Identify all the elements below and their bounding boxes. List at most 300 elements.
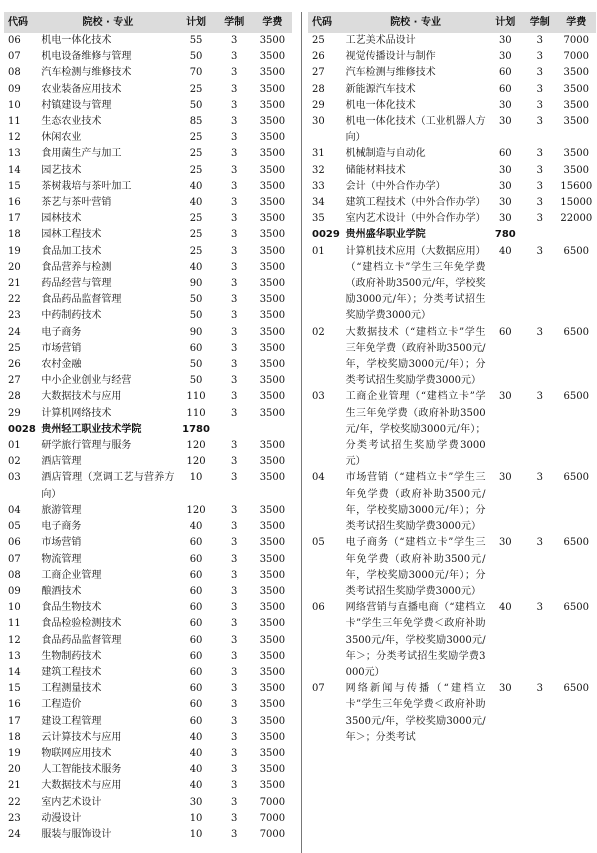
- cell-fee: 3500: [563, 67, 589, 79]
- left-column: [4, 12, 292, 843]
- table-row: [4, 503, 292, 519]
- cell-fee: 6500: [563, 683, 589, 695]
- right-table-body: [308, 33, 596, 746]
- cell-fee: 3500: [259, 699, 286, 711]
- cell-plan: 60: [498, 83, 512, 95]
- cell-plan: 30: [498, 472, 512, 484]
- cell-plan: 60: [189, 666, 203, 678]
- cell-name: 园林技术: [41, 213, 82, 225]
- table-row: [4, 811, 292, 827]
- cell-fee: 3500: [259, 504, 286, 516]
- cell-years: 3: [231, 83, 238, 95]
- cell-code: 24: [8, 326, 21, 338]
- cell-years: 3: [231, 521, 238, 533]
- table-row: [308, 114, 596, 146]
- table-row: [4, 827, 292, 843]
- table-row: [4, 552, 292, 568]
- cell-name: 大数据技术（“建档立卡”学生三年免学费（政府补助3500元/年，学校奖励3000元/年）；分类考试招生奖励学费3000元）: [345, 326, 486, 387]
- cell-code: 0028: [8, 423, 36, 435]
- cell-plan: 120: [186, 504, 206, 516]
- cell-code: 13: [8, 148, 21, 160]
- table-row: [4, 584, 292, 600]
- cell-fee: 7000: [259, 796, 286, 808]
- cell-fee: 3500: [259, 83, 286, 95]
- cell-fee: 3500: [259, 180, 286, 192]
- column-divider: [301, 12, 302, 853]
- cell-years: 3: [231, 51, 238, 63]
- cell-name: 酒店管理: [41, 456, 82, 468]
- cell-plan: 30: [498, 164, 512, 176]
- cell-years: 3: [536, 99, 543, 111]
- table-row: [4, 341, 292, 357]
- cell-code: 07: [8, 553, 21, 565]
- cell-plan: 30: [498, 51, 512, 63]
- cell-plan: 30: [498, 537, 512, 549]
- table-row: [4, 49, 292, 65]
- cell-name: 室内艺术设计: [41, 796, 102, 808]
- cell-name: 工商企业管理（“建档立卡”学生三年免学费（政府补助3500元/年，学校奖励3000元/年）；分类考试招生奖励学费3000元）: [345, 391, 486, 468]
- cell-plan: 60: [189, 699, 203, 711]
- table-row: [308, 600, 596, 681]
- cell-fee: 3500: [563, 83, 589, 95]
- cell-name: 中小企业创业与经营: [41, 375, 132, 387]
- cell-code: 27: [8, 375, 21, 387]
- cell-years: 3: [536, 51, 543, 63]
- cell-fee: 3500: [259, 294, 286, 306]
- cell-plan: 60: [189, 569, 203, 581]
- cell-name: 工艺美术品设计: [345, 35, 416, 46]
- cell-plan: 40: [498, 245, 512, 257]
- cell-fee: 15000: [560, 197, 593, 209]
- cell-years: 3: [231, 731, 238, 743]
- cell-fee: 6500: [563, 537, 589, 549]
- cell-name: 酒店管理（烹调工艺与营养方向）: [41, 472, 175, 500]
- cell-name: 茶艺与茶叶营销: [41, 197, 112, 209]
- cell-name: 市场营销: [41, 342, 82, 354]
- cell-fee: 3500: [259, 747, 286, 759]
- cell-code: 14: [8, 666, 21, 678]
- cell-years: 3: [231, 197, 238, 209]
- table-row: [308, 98, 596, 114]
- cell-fee: 3500: [259, 650, 286, 662]
- cell-code: 02: [8, 456, 21, 468]
- cell-fee: 3500: [259, 197, 286, 209]
- cell-code: 21: [8, 780, 21, 792]
- cell-name: 酿酒技术: [41, 585, 82, 597]
- cell-plan: 110: [186, 407, 206, 419]
- cell-name: 生物制药技术: [41, 650, 102, 662]
- cell-code: 23: [8, 812, 21, 824]
- cell-fee: 3500: [259, 342, 286, 354]
- cell-fee: 3500: [259, 731, 286, 743]
- cell-code: 01: [8, 440, 21, 452]
- cell-code: 15: [8, 180, 21, 192]
- table-row: [4, 373, 292, 389]
- table-row: [4, 292, 292, 308]
- cell-name: 机电一体化技术（工业机器人方向）: [345, 116, 486, 144]
- table-row: [4, 600, 292, 616]
- table-header: [308, 12, 596, 33]
- header-name: 院校 · 专业: [82, 17, 134, 28]
- cell-code: 03: [8, 472, 21, 484]
- cell-code: 06: [8, 537, 21, 549]
- cell-code: 12: [8, 634, 21, 646]
- cell-years: 3: [231, 747, 238, 759]
- cell-plan: 50: [189, 375, 203, 387]
- cell-name: 茶树栽培与茶叶加工: [41, 180, 132, 192]
- cell-years: 3: [231, 780, 238, 792]
- cell-name: 大数据技术与应用: [41, 391, 122, 403]
- cell-years: 3: [231, 375, 238, 387]
- cell-code: 28: [312, 83, 325, 95]
- table-row: [308, 681, 596, 746]
- cell-plan: 10: [189, 828, 203, 840]
- cell-code: 09: [8, 83, 21, 95]
- cell-fee: 6500: [563, 472, 589, 484]
- header-years: 学制: [224, 17, 245, 28]
- cell-code: 26: [312, 51, 325, 63]
- cell-code: 29: [312, 99, 325, 111]
- table-header: [4, 12, 292, 33]
- cell-code: 10: [8, 602, 21, 614]
- table-row: [4, 179, 292, 195]
- cell-name: 机械制造与自动化: [345, 148, 426, 160]
- cell-years: 3: [231, 391, 238, 403]
- cell-code: 24: [8, 828, 21, 840]
- cell-plan: 55: [189, 35, 203, 46]
- cell-name: 生态农业技术: [41, 116, 102, 128]
- cell-code: 16: [8, 699, 21, 711]
- cell-years: 3: [231, 116, 238, 128]
- cell-fee: 3500: [259, 375, 286, 387]
- table-row: [4, 114, 292, 130]
- cell-name: 储能材料技术: [345, 164, 406, 176]
- cell-plan: 50: [189, 99, 203, 111]
- cell-fee: 3500: [259, 666, 286, 678]
- cell-years: 3: [231, 99, 238, 111]
- table-row: [4, 633, 292, 649]
- table-row: [308, 244, 596, 325]
- table-row: [4, 681, 292, 697]
- cell-code: 10: [8, 99, 21, 111]
- table-row: [308, 325, 596, 390]
- table-row: [4, 357, 292, 373]
- cell-years: 3: [231, 618, 238, 630]
- cell-years: 3: [231, 440, 238, 452]
- cell-fee: 3500: [259, 359, 286, 371]
- table-row: [308, 389, 596, 470]
- cell-plan: 50: [189, 359, 203, 371]
- cell-code: 11: [8, 116, 21, 128]
- cell-plan: 60: [189, 715, 203, 727]
- school-row: [308, 227, 596, 243]
- cell-plan: 30: [189, 796, 203, 808]
- table-row: [4, 454, 292, 470]
- cell-code: 31: [312, 148, 325, 160]
- cell-code: 22: [8, 294, 21, 306]
- table-row: [308, 49, 596, 65]
- cell-fee: 3500: [563, 164, 589, 176]
- cell-fee: 3500: [563, 99, 589, 111]
- cell-fee: 3500: [259, 278, 286, 290]
- cell-years: 3: [231, 294, 238, 306]
- cell-plan: 50: [189, 51, 203, 63]
- cell-years: 3: [231, 213, 238, 225]
- cell-plan: 30: [498, 683, 512, 695]
- cell-plan: 30: [498, 213, 512, 225]
- cell-fee: 3500: [259, 521, 286, 533]
- cell-plan: 40: [189, 731, 203, 743]
- cell-plan: 40: [189, 747, 203, 759]
- right-column: [308, 12, 596, 746]
- table-row: [4, 82, 292, 98]
- cell-years: 3: [536, 164, 543, 176]
- table-row: [4, 746, 292, 762]
- header-name: 院校 · 专业: [390, 17, 441, 28]
- cell-name: 食品检验检测技术: [41, 618, 122, 630]
- cell-plan: 60: [189, 342, 203, 354]
- cell-plan: 85: [189, 116, 203, 128]
- cell-fee: 3500: [259, 537, 286, 549]
- table-row: [4, 163, 292, 179]
- cell-plan: 1780: [182, 423, 210, 435]
- cell-code: 29: [8, 407, 21, 419]
- cell-years: 3: [231, 764, 238, 776]
- cell-years: 3: [231, 699, 238, 711]
- table-row: [4, 260, 292, 276]
- table-row: [4, 308, 292, 324]
- cell-name: 农业装备应用技术: [41, 83, 122, 95]
- table-row: [308, 179, 596, 195]
- cell-code: 19: [8, 747, 21, 759]
- cell-name: 机电一体化技术: [41, 35, 112, 46]
- cell-plan: 40: [498, 602, 512, 614]
- cell-years: 3: [231, 229, 238, 241]
- cell-code: 20: [8, 261, 21, 273]
- cell-years: 3: [536, 116, 543, 128]
- cell-fee: 7000: [259, 828, 286, 840]
- cell-code: 16: [8, 197, 21, 209]
- cell-code: 14: [8, 164, 21, 176]
- cell-code: 23: [8, 310, 21, 322]
- table-row: [308, 195, 596, 211]
- cell-plan: 60: [189, 537, 203, 549]
- cell-code: 0029: [312, 229, 340, 241]
- cell-years: 3: [231, 180, 238, 192]
- table-row: [4, 98, 292, 114]
- cell-fee: 6500: [563, 602, 589, 614]
- cell-plan: 10: [189, 812, 203, 824]
- cell-plan: 30: [498, 35, 512, 46]
- header-code: 代码: [312, 17, 332, 28]
- cell-name: 会计（中外合作办学）: [345, 180, 446, 192]
- table-row: [308, 65, 596, 81]
- cell-code: 35: [312, 213, 325, 225]
- cell-years: 3: [231, 812, 238, 824]
- cell-plan: 40: [189, 780, 203, 792]
- cell-plan: 10: [189, 472, 203, 484]
- cell-plan: 70: [189, 67, 203, 79]
- cell-code: 18: [8, 229, 21, 241]
- cell-fee: 3500: [259, 51, 286, 63]
- cell-fee: 3500: [259, 261, 286, 273]
- cell-name: 计算机网络技术: [41, 407, 112, 419]
- cell-years: 3: [231, 504, 238, 516]
- cell-code: 19: [8, 245, 21, 257]
- cell-name: 休闲农业: [41, 132, 82, 144]
- cell-plan: 25: [189, 213, 203, 225]
- cell-code: 09: [8, 585, 21, 597]
- cell-fee: 3500: [259, 35, 286, 46]
- cell-name: 物流管理: [41, 553, 82, 565]
- cell-years: 3: [231, 278, 238, 290]
- cell-plan: 25: [189, 164, 203, 176]
- cell-years: 3: [231, 650, 238, 662]
- cell-name: 农村金融: [41, 359, 82, 371]
- school-row: [4, 422, 292, 438]
- cell-fee: 3500: [259, 116, 286, 128]
- cell-fee: 3500: [563, 148, 589, 160]
- cell-years: 3: [536, 537, 543, 549]
- cell-fee: 3500: [259, 715, 286, 727]
- cell-years: 3: [231, 310, 238, 322]
- cell-code: 12: [8, 132, 21, 144]
- cell-code: 15: [8, 683, 21, 695]
- cell-name: 工程测量技术: [41, 683, 102, 695]
- cell-code: 07: [312, 683, 325, 695]
- cell-name: 电子商务: [41, 521, 82, 533]
- cell-fee: 3500: [259, 391, 286, 403]
- cell-years: 3: [536, 35, 543, 46]
- cell-name: 贵州盛华职业学院: [345, 229, 426, 241]
- cell-name: 计算机技术应用（大数据应用）（“建档立卡”学生三年免学费（政府补助3500元/年，学校奖励3000元/年）；分类考试招生奖励学费3000元）: [345, 245, 486, 322]
- table-row: [4, 714, 292, 730]
- table-row: [4, 535, 292, 551]
- cell-name: 食品加工技术: [41, 245, 102, 257]
- cell-code: 32: [312, 164, 325, 176]
- cell-code: 17: [8, 715, 21, 727]
- cell-plan: 60: [189, 602, 203, 614]
- cell-fee: 3500: [259, 764, 286, 776]
- table-row: [308, 146, 596, 162]
- cell-plan: 25: [189, 132, 203, 144]
- cell-plan: 30: [498, 197, 512, 209]
- cell-name: 中药制药技术: [41, 310, 102, 322]
- cell-name: 工商企业管理: [41, 569, 102, 581]
- table-row: [4, 730, 292, 746]
- table-row: [4, 665, 292, 681]
- cell-years: 3: [231, 715, 238, 727]
- cell-years: 3: [231, 828, 238, 840]
- cell-code: 11: [8, 618, 21, 630]
- cell-code: 03: [312, 391, 325, 403]
- cell-name: 电子商务（“建档立卡”学生三年免学费（政府补助3500元/年，学校奖励3000元/年）；分类考试招生奖励学费3000元）: [345, 537, 486, 597]
- cell-years: 3: [231, 245, 238, 257]
- table-row: [4, 146, 292, 162]
- table-row: [308, 211, 596, 227]
- cell-years: 3: [231, 796, 238, 808]
- cell-name: 机电设备维修与管理: [41, 51, 132, 63]
- cell-name: 物联网应用技术: [41, 747, 112, 759]
- table-row: [4, 438, 292, 454]
- cell-fee: 3500: [259, 148, 286, 160]
- cell-plan: 25: [189, 229, 203, 241]
- table-row: [4, 568, 292, 584]
- cell-plan: 30: [498, 116, 512, 128]
- header-code: 代码: [8, 17, 28, 28]
- cell-name: 市场营销: [41, 537, 82, 549]
- cell-fee: 3500: [259, 245, 286, 257]
- cell-name: 网络营销与直播电商（“建档立卡”学生三年免学费＜政府补助3500元/年，学校奖励3000元/年＞；分类考试招生奖励学费3000元）: [345, 602, 486, 678]
- cell-years: 3: [231, 683, 238, 695]
- cell-name: 食品药品监督管理: [41, 294, 122, 306]
- header-plan: 计划: [186, 17, 207, 28]
- cell-name: 园林工程技术: [41, 229, 102, 241]
- cell-years: 3: [231, 148, 238, 160]
- cell-fee: 3500: [259, 310, 286, 322]
- cell-plan: 90: [189, 278, 203, 290]
- cell-years: 3: [231, 326, 238, 338]
- table-row: [4, 227, 292, 243]
- cell-plan: 30: [498, 99, 512, 111]
- header-years: 学制: [529, 17, 550, 28]
- table-row: [4, 649, 292, 665]
- table-row: [4, 244, 292, 260]
- cell-years: 3: [536, 148, 543, 160]
- cell-name: 网络新闻与传播（“建档立卡”学生三年免学费＜政府补助3500元/年，学校奖励3000元/年＞；分类考试: [345, 683, 486, 743]
- table-row: [4, 389, 292, 405]
- cell-fee: 7000: [563, 35, 589, 46]
- cell-fee: 6500: [563, 326, 589, 338]
- cell-code: 08: [8, 569, 21, 581]
- cell-fee: 3500: [259, 456, 286, 468]
- cell-years: 3: [231, 666, 238, 678]
- cell-code: 34: [312, 197, 325, 209]
- cell-code: 26: [8, 359, 21, 371]
- cell-plan: 60: [189, 585, 203, 597]
- cell-name: 食品生物技术: [41, 602, 102, 614]
- cell-years: 3: [231, 585, 238, 597]
- cell-fee: 15600: [560, 180, 593, 192]
- cell-code: 13: [8, 650, 21, 662]
- cell-name: 食品营养与检测: [41, 261, 112, 273]
- cell-years: 3: [536, 602, 543, 614]
- cell-plan: 90: [189, 326, 203, 338]
- cell-name: 市场营销（“建档立卡”学生三年免学费（政府补助3500元/年，学校奖励3000元/年）；分类考试招生奖励学费3000元）: [345, 472, 486, 533]
- cell-name: 贵州轻工职业技术学院: [41, 423, 142, 435]
- table-row: [4, 33, 292, 49]
- cell-code: 17: [8, 213, 21, 225]
- cell-fee: 3500: [259, 553, 286, 565]
- table-row: [4, 697, 292, 713]
- cell-plan: 40: [189, 197, 203, 209]
- cell-years: 3: [231, 261, 238, 273]
- cell-fee: 3500: [259, 326, 286, 338]
- cell-fee: 3500: [259, 569, 286, 581]
- cell-fee: 3500: [259, 407, 286, 419]
- cell-code: 04: [8, 504, 21, 516]
- cell-fee: 3500: [259, 440, 286, 452]
- cell-years: 3: [231, 67, 238, 79]
- cell-years: 3: [231, 553, 238, 565]
- cell-name: 动漫设计: [41, 812, 82, 824]
- cell-years: 3: [231, 472, 238, 484]
- table-row: [4, 325, 292, 341]
- header-plan: 计划: [495, 17, 516, 28]
- cell-fee: 3500: [259, 585, 286, 597]
- cell-years: 3: [536, 683, 543, 695]
- table-row: [308, 82, 596, 98]
